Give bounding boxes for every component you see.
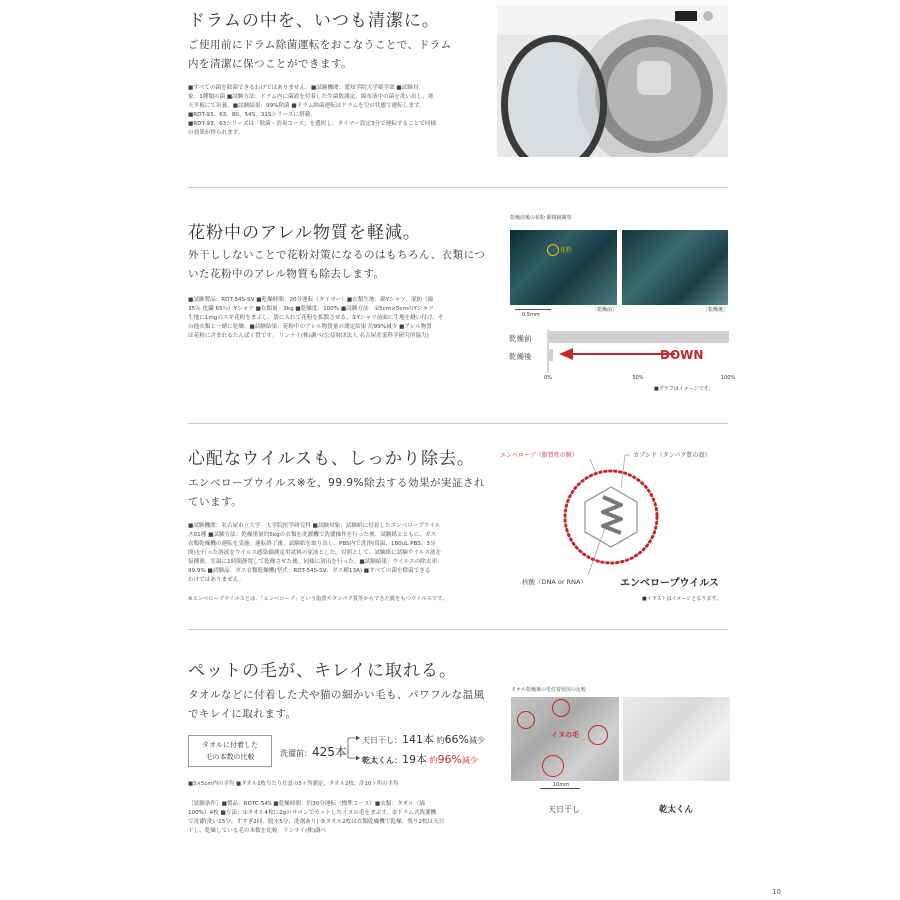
kanta-value: 19本 xyxy=(402,753,427,766)
section2-notes xyxy=(188,296,488,341)
scale-bar xyxy=(515,309,551,310)
bar-category-label: 乾燥後 xyxy=(509,352,532,361)
towel-photo-caption: タオル乾燥後の毛付着状況の比較 xyxy=(511,687,587,693)
note-line: の効果が得られます。 xyxy=(188,130,244,136)
micro-caption: 乾燥前後の花粉 顕微鏡観察 xyxy=(510,215,572,221)
page-number: 10 xyxy=(772,888,781,896)
bar-before xyxy=(549,331,729,343)
section3-lead-line1: エンベロープウイルス※を、99.9%除去する効果が実証され xyxy=(188,477,485,489)
before-tag: ［乾燥前］ xyxy=(592,307,618,313)
comparison-box-line2: 毛の本数の比較 xyxy=(205,753,255,761)
illustration-note: ■イラストはイメージとなります。 xyxy=(642,596,722,602)
section1-lead-line1: ご使用前にドラム除菌運転をおこなうことで、ドラム xyxy=(188,39,452,51)
section1-lead-line2: 内を清潔に保つことができます。 xyxy=(188,58,353,70)
section4-lead-line2: でキレイに取れます。 xyxy=(188,708,297,720)
section3-lead xyxy=(188,474,485,512)
note-line: わけではありません。 xyxy=(188,577,245,583)
section3-title: 心配なウイルスも、しっかり除去。 xyxy=(188,449,475,469)
sun-dry-caption: 天日干し xyxy=(548,805,580,814)
section2-lead-line1: 外干ししないことで花粉対策になるのはもちろん、衣類につ xyxy=(188,249,486,261)
x-tick-label: 100% xyxy=(720,375,736,381)
section-divider xyxy=(188,187,728,188)
nucleic-acid-label: 核酸（DNA or RNA） xyxy=(522,578,587,586)
section3-notes xyxy=(188,522,488,585)
comparison-box xyxy=(188,735,272,767)
sun-dry-pct: 66% xyxy=(444,733,469,746)
down-arrow-head xyxy=(559,348,573,360)
section2-title: 花粉中のアレル物質を軽減。 xyxy=(188,223,421,243)
section1-lead xyxy=(188,36,452,74)
note-line: の他衣類と一緒に乾燥。■試験結果：花粉中のアレル物質量の測定結果 約99%減少 ■アレル物質 xyxy=(188,324,432,330)
towel-scale-bar xyxy=(540,788,580,789)
kanta-suffix: 減少 xyxy=(462,756,478,765)
section4-notes xyxy=(188,800,488,836)
note-line: で洗濯(洗い15分、すすぎ2回、脱水5分、洗剤あり) ③タオル2枚は衣類乾燥機で乾燥、残り2枚は天日 xyxy=(188,819,445,825)
pollen-label: 花粉 xyxy=(560,247,573,254)
note-line: 生地に1mgのスギ花粉をまぶし、袋に入れて花粉を拡散させる。②Yシャツ前面に生地を縫い付け、そ xyxy=(188,315,444,321)
pollen-before-photo xyxy=(510,230,617,305)
kanta-result xyxy=(362,751,478,767)
note-line: 衣類乾燥機の運転を実施。運転終了後、試験紙を取り出し、PBS内で洗浄(常温、180uL PBS、3分 xyxy=(188,541,436,547)
envelope-label: エンベロープ（脂質性の膜） xyxy=(500,452,578,459)
section-divider xyxy=(188,629,728,630)
sun-dry-value: 141本 xyxy=(402,733,434,746)
note-line: ［試験条件］■製品：RDTC-54S ■乾燥時間：約30分運転（標準コース）■衣類：タオル（綿 xyxy=(188,801,425,807)
section4-lead-line1: タオルなどに付着した犬や猫の細かい毛も、パワフルな温風 xyxy=(188,689,485,701)
dog-hair-label: イヌの毛 xyxy=(551,731,579,739)
bracket-arrow xyxy=(346,734,362,762)
note-line: ス01種 ■試験方法：乾燥重量約5kgの衣類を洗濯機で洗濯操作を行った後、試験紙とともに、ガス xyxy=(188,532,437,538)
section4-lead xyxy=(188,686,485,724)
x-tick-label: 50% xyxy=(632,375,644,381)
note-line: ■試験製品：RDT-54S-SV ■乾燥時間：20分運転（タイマー）■衣類生地：綿Yシャツ、混紡（綿 xyxy=(188,297,434,303)
bar-category-label: 乾燥前 xyxy=(509,334,532,343)
section1-notes xyxy=(188,84,478,138)
kanta-pct-prefix: 約 xyxy=(429,756,438,765)
before-wash-label: 洗濯前： xyxy=(280,749,312,758)
towel-kanta-photo xyxy=(623,697,730,781)
towel-scale-label: 10mm xyxy=(553,782,570,788)
section-divider xyxy=(188,423,728,424)
note-line: 35％ 化繊 65％）Yシャツ ■衣類量：3kg ■乾燥度：100% ■試験方法：①5cm×5cmのYシャツ xyxy=(188,306,434,312)
pollen-after-photo xyxy=(622,230,728,305)
note-line: ■RDT-93、63、80、54S、31Sシリーズに搭載。 xyxy=(188,112,316,118)
before-wash-value: 425本 xyxy=(312,745,347,759)
note-line: 100%）4枚 ■方法：①タオル4枚に2gのサロンでカットしたイヌの毛をまぶす。②ドラム式洗濯機 xyxy=(188,810,437,816)
section1-title: ドラムの中を、いつも清潔に。 xyxy=(188,11,440,31)
note-line: ■RDT-93、63シリーズは「除菌・消臭コース」を選択し、タイマー設定3分で運転することで同様 xyxy=(188,121,437,127)
after-tag: ［乾燥後］ xyxy=(703,307,729,313)
virus-name: エンベロープウイルス xyxy=(620,578,719,589)
note-line: 干し、乾燥している毛の本数を比較 リンナイ(株)調べ xyxy=(188,828,327,834)
sun-dry-label: 天日干し： xyxy=(362,736,402,745)
section4-sub-note: ■5×5cm内の平均 ■タオル1枚当たり任意の5ヶ所測定、タオル2枚、計10ヶ所の平均 xyxy=(188,781,399,787)
section4-title: ペットの毛が、キレイに取れる。 xyxy=(188,661,457,681)
section3-lead-line2: ています。 xyxy=(188,496,243,508)
note-line: ■試験機関：名古屋市立大学 大学院医学研究科 ■試験対象：試験紙に付着したエンベロープウイル xyxy=(188,523,441,529)
kanta-caption: 乾太くん xyxy=(659,805,694,815)
bar-after xyxy=(549,349,553,361)
chart-note: ■グラフはイメージです。 xyxy=(654,386,714,392)
note-line: 間)を行った溶液をウイルス感染価測定用試料の原液とした。対照として、試験紙に試験ウイルス液を xyxy=(188,550,442,556)
note-line: 天平板にて培養。■試験結果：99%除菌 ■ドラム除菌運転はドラムを空の状態で運転します。 xyxy=(188,103,425,109)
sun-dry-result xyxy=(362,731,485,747)
section3-footnote: ※エンベロープウイルスとは、「エンベロープ」という脂質やタンパク質等からできた膜をもつウイルスです。 xyxy=(188,596,448,602)
comparison-box-line1: タオルに付着した xyxy=(202,741,258,749)
capsid-label: カプシド（タンパク質の殻） xyxy=(633,452,711,459)
towel-sun-dry-photo xyxy=(511,697,619,781)
section2-lead xyxy=(188,246,485,284)
note-line: 99.9% ■試験品：ガス衣類乾燥機(型式：RDT-54S-SV、ガス種13A) ■すべての菌を除菌できる xyxy=(188,568,431,574)
section2-lead-line2: いた花粉中のアレル物質も除去します。 xyxy=(188,268,385,280)
note-line: は花粉に含まれるたんぱく質です。 リンナイ(株)調べ(公益財団法人 名古屋産業科学研究所協力) xyxy=(188,333,429,339)
dryer-drum-photo xyxy=(497,5,728,157)
note-line: 象：1種類の菌 ■試験方法：ドラム内に菌液を付着した生菌数測定、綿布液中の菌を洗い出し、寒 xyxy=(188,94,434,100)
down-annotation: DOWN xyxy=(660,348,704,362)
note-line: ■すべての菌を除菌できるわけではありません。■試験機関：愛知学院大学薬学部 ■試験対 xyxy=(188,85,419,91)
sun-dry-pct-prefix: 約 xyxy=(436,736,445,745)
x-tick-label: 0% xyxy=(544,375,552,381)
kanta-label: 乾太くん： xyxy=(362,756,402,765)
note-line: 接種後、室温に1時間静置して乾燥させた後、同様に溶出を行った。■試験結果：ウイルスの除去率： xyxy=(188,559,443,565)
sun-dry-suffix: 減少 xyxy=(469,736,485,745)
before-wash-count xyxy=(280,743,347,760)
scale-label: 0.5mm xyxy=(522,312,540,318)
kanta-pct: 96% xyxy=(437,753,462,766)
